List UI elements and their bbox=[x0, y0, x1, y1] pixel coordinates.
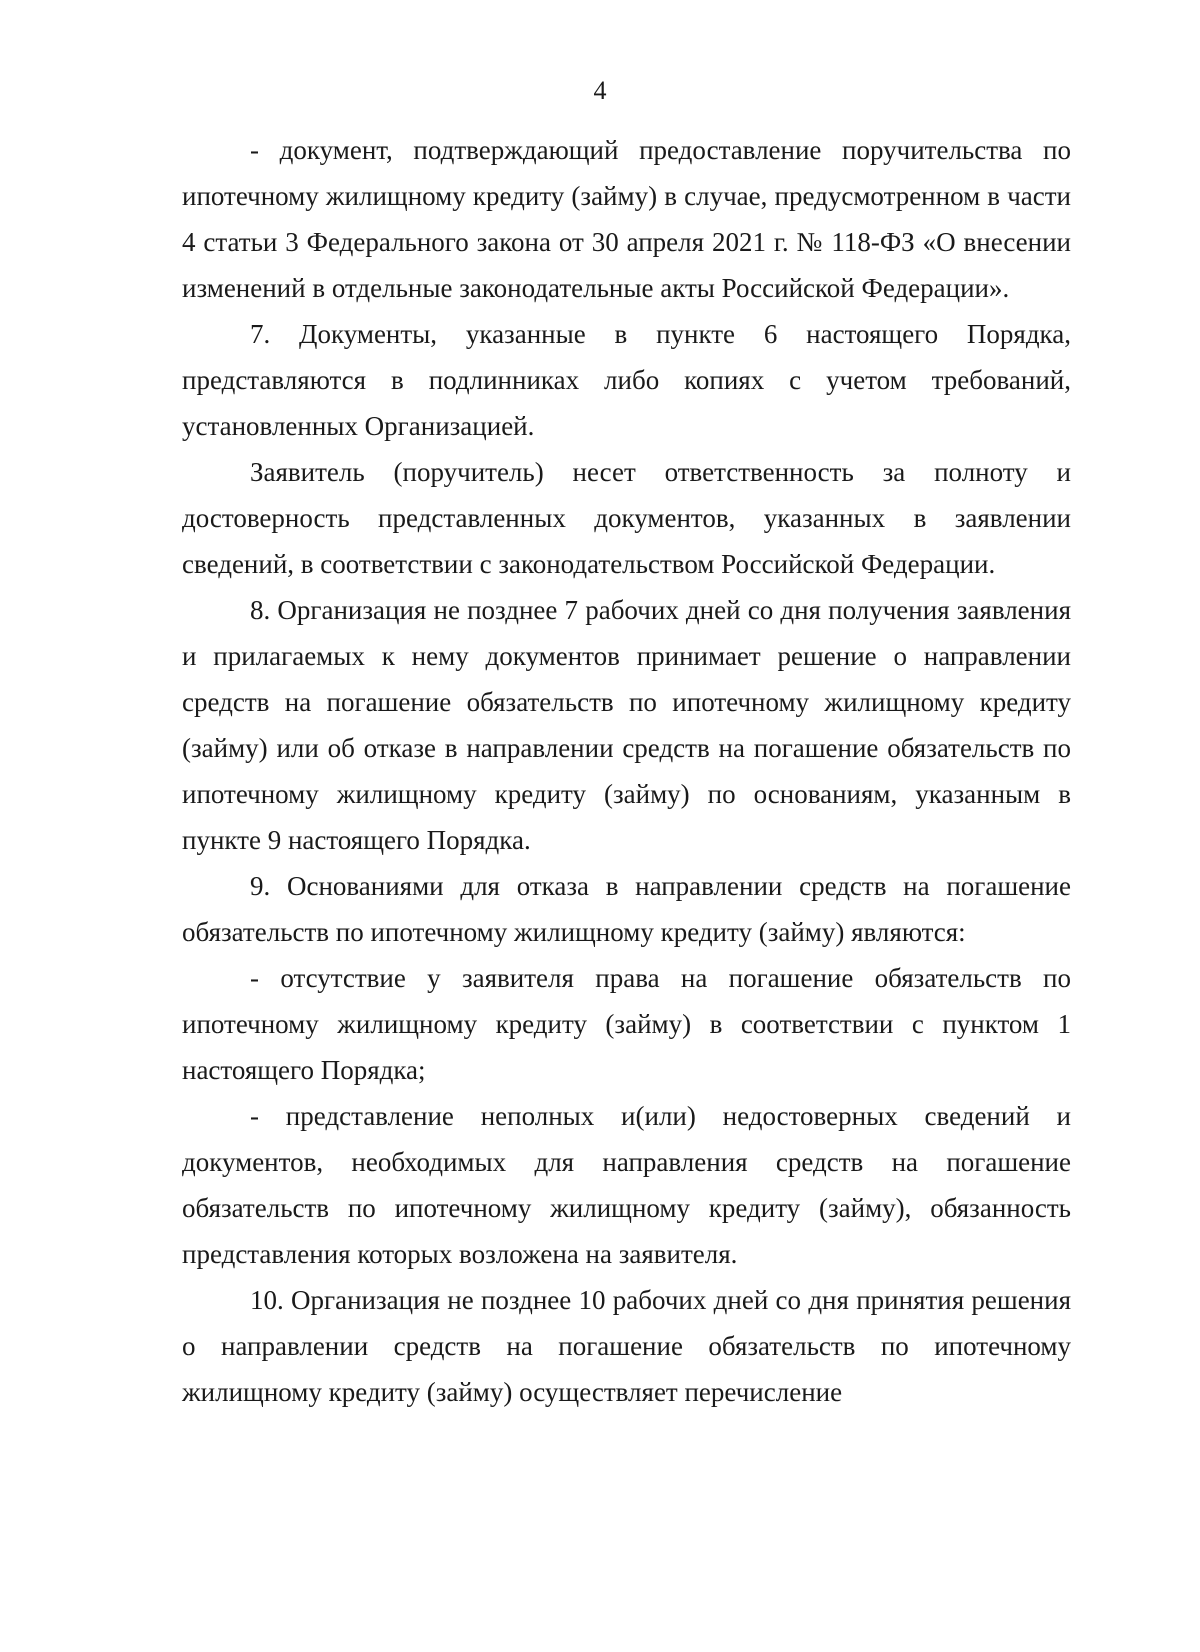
paragraph-refusal-ground-1: - отсутствие у заявителя права на погашение обязательств по ипотечному жилищному кредиту (займу) в соответствии с пунктом 1 настоящего Порядка; bbox=[182, 963, 1071, 1085]
paragraph-item-8: 8. Организация не позднее 7 рабочих дней со дня получения заявления и прилагаемых к нему документов принимает решение о направлении средств на погашение обязательств по ипотечному жилищному кредиту (займу) или об отказе в направлении средств на погашение обязательств по ипотечному жилищному кредиту (займу) по основаниям, указанным в пункте 9 настоящего Порядка. bbox=[182, 595, 1071, 855]
paragraph-item-7: 7. Документы, указанные в пункте 6 настоящего Порядка, представляются в подлинниках либо копиях с учетом требований, установленных Организацией. bbox=[182, 319, 1071, 441]
document-body bbox=[182, 127, 1071, 1415]
paragraph-item-10: 10. Организация не позднее 10 рабочих дней со дня принятия решения о направлении средств на погашение обязательств по ипотечному жилищному кредиту (займу) осуществляет перечисление bbox=[182, 1285, 1071, 1407]
paragraph-refusal-ground-2: - представление неполных и(или) недостоверных сведений и документов, необходимых для направления средств на погашение обязательств по ипотечному жилищному кредиту (займу), обязанность представления которых возложена на заявителя. bbox=[182, 1101, 1071, 1269]
paragraph-guarantee-document: - документ, подтверждающий предоставление поручительства по ипотечному жилищному кредиту (займу) в случае, предусмотренном в части 4 статьи 3 Федерального закона от 30 апреля 2021 г. № 118-ФЗ «О внесении изменений в отдельные законодательные акты Российской Федерации». bbox=[182, 135, 1071, 303]
paragraph-applicant-responsibility: Заявитель (поручитель) несет ответственность за полноту и достоверность представленных документов, указанных в заявлении сведений, в соответствии с законодательством Российской Федерации. bbox=[182, 457, 1071, 579]
paragraph-item-9: 9. Основаниями для отказа в направлении средств на погашение обязательств по ипотечному жилищному кредиту (займу) являются: bbox=[182, 871, 1071, 947]
page-number: 4 bbox=[593, 76, 607, 105]
